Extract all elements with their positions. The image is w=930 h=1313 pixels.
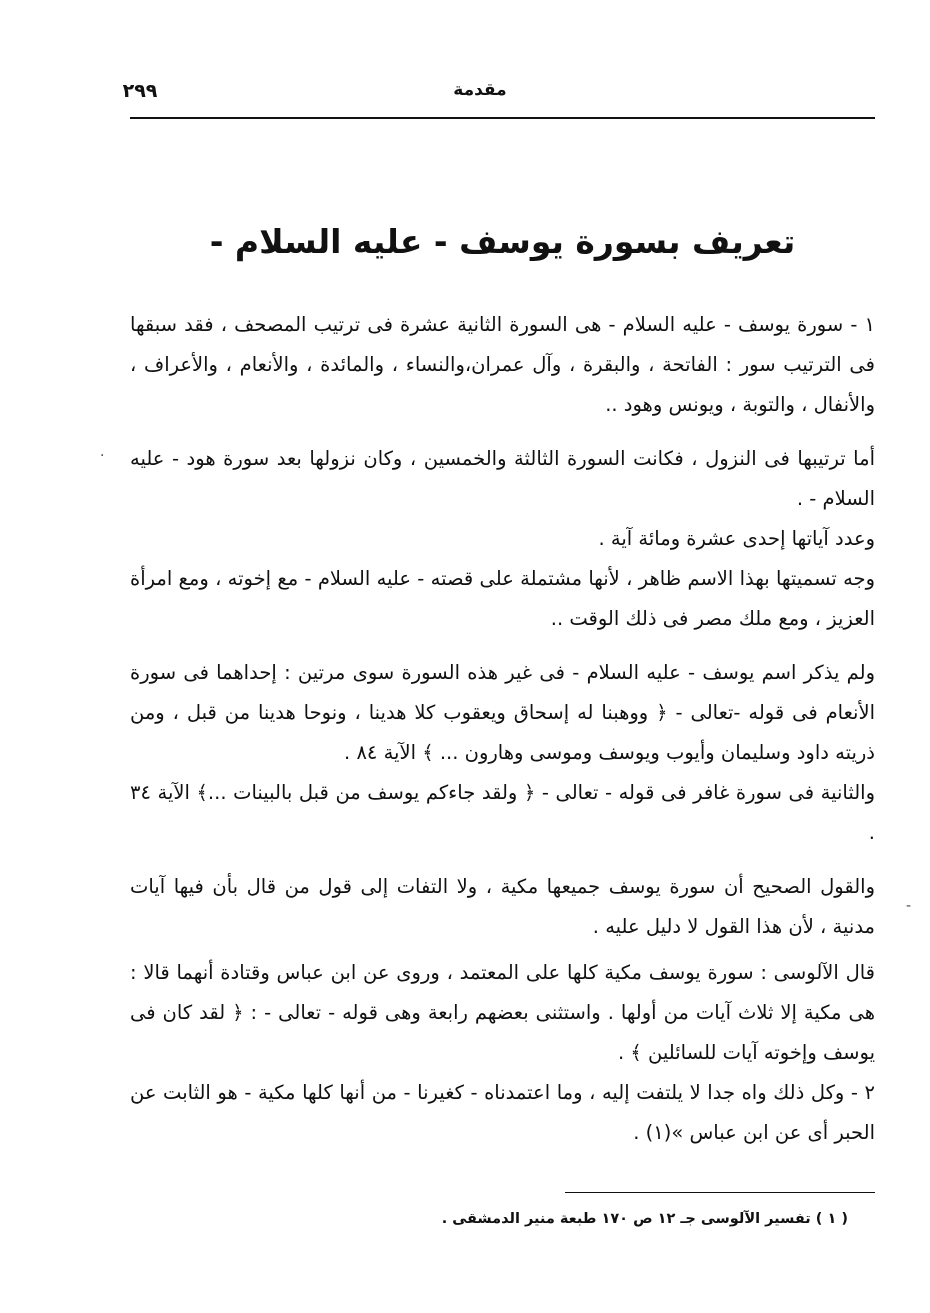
paragraph-3: وعدد آياتها إحدى عشرة ومائة آية . [598, 527, 875, 550]
paragraph-2: أما ترتيبها فى النزول ، فكانت السورة الثالثة والخمسين ، وكان نزولها بعد سورة هود - عليه السلام - . [130, 447, 875, 510]
paragraph-9: ٢ - وكل ذلك واه جدا لا يلتفت إليه ، وما اعتمدناه - كغيرنا - من أنها كلها مكية - هو الثابت عن الحبر أى عن ابن عباس »(١) . [130, 1081, 875, 1144]
footnote: ( ١ ) تفسير الآلوسى جـ ١٢ ص ١٧٠ طبعة منير الدمشقى . [441, 1211, 848, 1227]
paragraph-6: والثانية فى سورة غافر فى قوله - تعالى - ﴿ ولقد جاءكم يوسف من قبل بالبينات ...﴾ الآية ٣٤ . [130, 781, 875, 844]
page-number: ٢٩٩ [122, 80, 158, 102]
header-divider [130, 117, 875, 119]
chapter-title: تعريف بسورة يوسف - عليه السلام - [209, 222, 796, 261]
paragraph-8: قال الآلوسى : سورة يوسف مكية كلها على المعتمد ، وروى عن ابن عباس وقتادة أنهما قالا : هى مكية إلا ثلاث آيات من أولها . واستثنى بعضهم رابعة وهى قوله - تعالى - : ﴿ لقد كان فى يوسف وإخوته آيات للسائلين ﴾ . [130, 961, 875, 1064]
paragraph-4: وجه تسميتها بهذا الاسم ظاهر ، لأنها مشتملة على قصته - عليه السلام - مع إخوته ، ومع امرأة العزيز ، ومع ملك مصر فى ذلك الوقت .. [130, 567, 875, 630]
scan-speck: · [100, 448, 105, 464]
paragraph-5: ولم يذكر اسم يوسف - عليه السلام - فى غير هذه السورة سوى مرتين : إحداهما فى سورة الأنعام فى قوله -تعالى - ﴿ ووهبنا له إسحاق ويعقوب كلا هدينا ، ونوحا هدينا من قبل ، ومن ذريته داود وسليمان وأيوب ويوسف وموسى وهارون ... ﴾ الآية ٨٤ . [130, 661, 875, 764]
paragraph-7: والقول الصحيح أن سورة يوسف جميعها مكية ، ولا التفات إلى قول من قال بأن فيها آيات مدنية ، لأن هذا القول لا دليل عليه . [130, 875, 875, 938]
running-header-title: مقدمة [453, 80, 507, 100]
paragraph-1: ١ - سورة يوسف - عليه السلام - هى السورة الثانية عشرة فى ترتيب المصحف ، فقد سبقها فى الترتيب سور : الفاتحة ، والبقرة ، وآل عمران،والنساء ، والمائدة ، والأنعام ، والأعراف ، والأنفال ، والتوبة ، ويونس وهود .. [130, 313, 875, 416]
footnote-divider [565, 1192, 875, 1193]
scan-speck: - [906, 898, 912, 914]
body-text [130, 305, 875, 1153]
